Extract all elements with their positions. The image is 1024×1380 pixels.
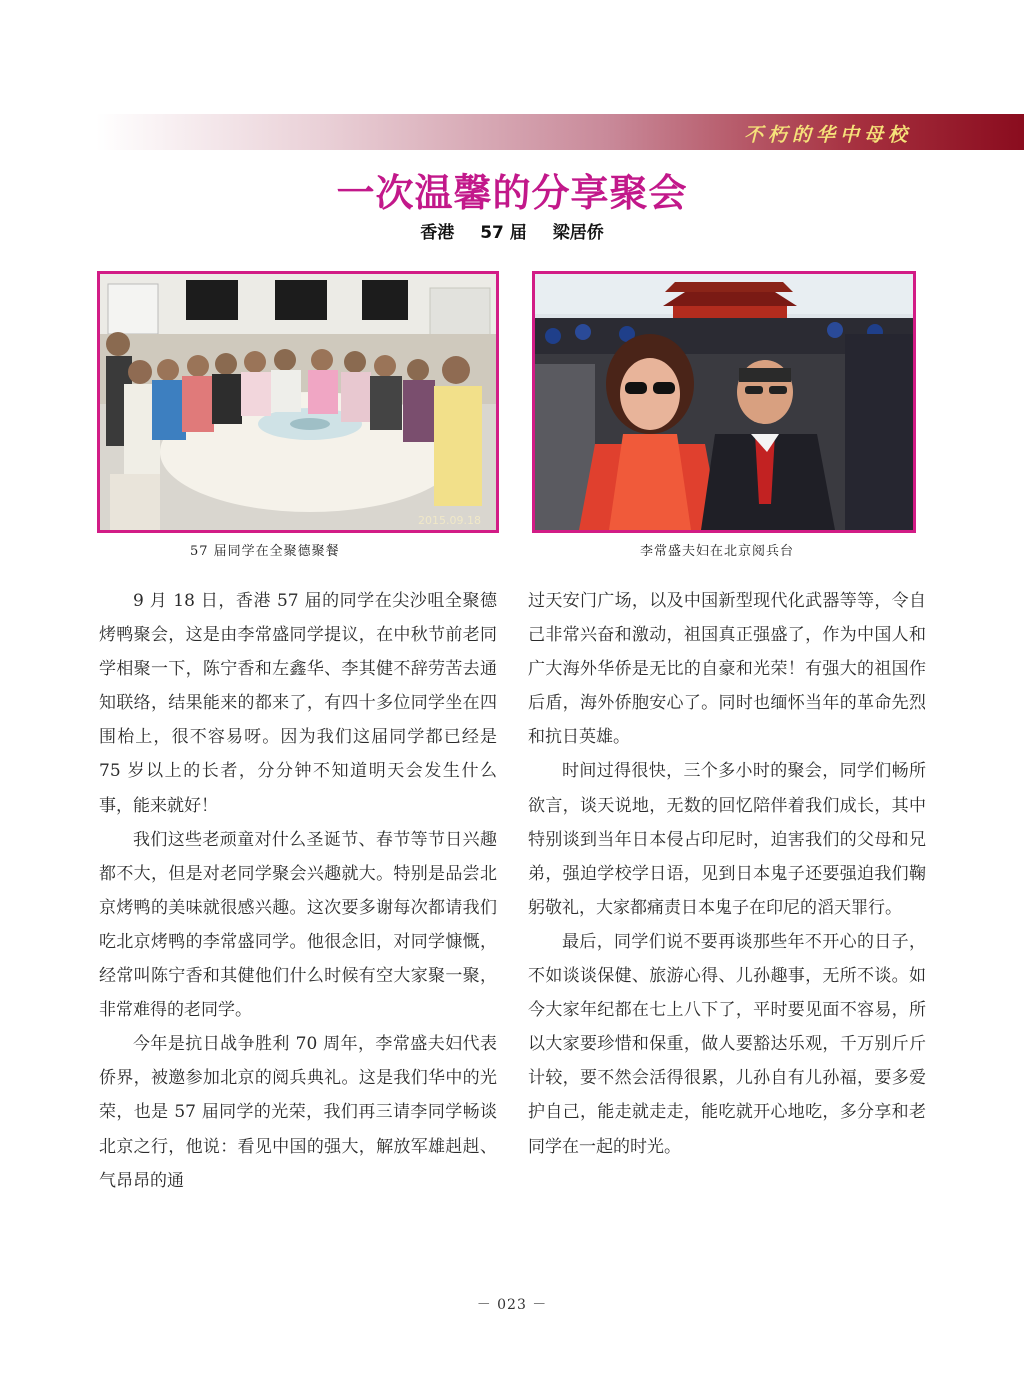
paragraph: 最后，同学们说不要再谈那些年不开心的日子，不如谈谈保健、旅游心得、儿孙趣事，无所不谈。如今大家年纪都在七上八下了，平时要见面不容易，所以大家要珍惜和保重，做人要豁达乐观，千万别斤斤计较，要不然会活得很累，儿孙自有儿孙福，要多爱护自己，能走就走走，能吃就开心地吃，多分享和老同学在一起的时光。 [528, 931, 926, 1157]
photo-date-stamp: 2015.09.18 [418, 514, 481, 527]
section-title: 不朽的华中母校 [743, 124, 912, 146]
byline [0, 218, 1024, 243]
reviewing-stand-photo [532, 271, 916, 533]
section-header-band [96, 114, 1024, 150]
byline-class: 57 届 [480, 223, 527, 243]
byline-place: 香港 [420, 223, 455, 243]
paragraph: 今年是抗日战争胜利 70 周年，李常盛夫妇代表侨界，被邀参加北京的阅兵典礼。这是我们华中的光荣，也是 57 届同学的光荣，我们再三请李同学畅谈北京之行，他说：看见中国的强大，解放军雄赳赳、气昂昂的通 [99, 1034, 497, 1191]
paragraph: 9 月 18 日，香港 57 届的同学在尖沙咀全聚德烤鸭聚会，这是由李常盛同学提议，在中秋节前老同学相聚一下，陈宁香和左鑫华、李其健不辞劳苦去通知联络，结果能来的都来了，有四十多位同学坐在四围枱上，很不容易呀。因为我们这届同学都已经是 75 岁以上的长者，分分钟不知道明天会发生什么事，能来就好！ [99, 591, 497, 816]
paragraph: 我们这些老顽童对什么圣诞节、春节等节日兴趣都不大，但是对老同学聚会兴趣就大。特别是品尝北京烤鸭的美味就很感兴趣。这次要多谢每次都请我们吃北京烤鸭的李常盛同学。他很念旧，对同学慷慨，经常叫陈宁香和其健他们什么时候有空大家聚一聚，非常难得的老同学。 [99, 829, 497, 1021]
byline-author: 梁居侨 [552, 223, 604, 243]
banquet-photo [97, 271, 499, 533]
paragraph: 过天安门广场，以及中国新型现代化武器等等，令自己非常兴奋和激动，祖国真正强盛了，作为中国人和广大海外华侨是无比的自豪和光荣！有强大的祖国作后盾，海外侨胞安心了。同时也缅怀当年的革命先烈和抗日英雄。 [528, 591, 926, 748]
body-column-left [99, 584, 497, 1198]
photo-caption-reviewing-stand: 李常盛夫妇在北京阅兵台 [640, 544, 795, 559]
body-column-right [528, 584, 926, 1164]
photo-caption-banquet: 57 届同学在全聚德聚餐 [190, 544, 340, 559]
paragraph: 时间过得很快，三个多小时的聚会，同学们畅所欲言，谈天说地，无数的回忆陪伴着我们成长，其中特别谈到当年日本侵占印尼时，迫害我们的父母和兄弟，强迫学校学日语，见到日本鬼子还要强迫我们鞠躬敬礼，大家都痛责日本鬼子在印尼的滔天罪行。 [528, 761, 926, 918]
page-number: － 023 － [476, 1297, 548, 1313]
article-title: 一次温馨的分享聚会 [336, 171, 688, 215]
